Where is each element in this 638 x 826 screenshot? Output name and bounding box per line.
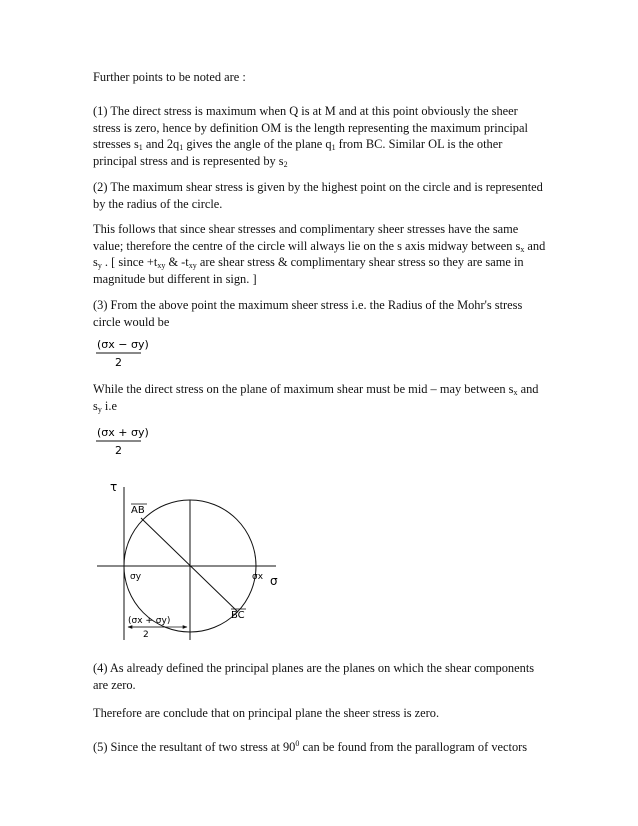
point-5-text-a: (5) Since the resultant of two stress at 90 (93, 740, 296, 754)
subscript: xy (188, 261, 197, 270)
point-3-paragraph: (3) From the above point the maximum sheer stress i.e. the Radius of the Mohr's stress circle would be (93, 298, 523, 329)
bc-label: BC (231, 610, 245, 621)
point-2-paragraph: (2) The maximum shear stress is given by the highest point on the circle and is represented by the radius of the circle. (93, 180, 543, 211)
ab-label: AB (131, 505, 145, 516)
sigma-x-label: σx (252, 572, 264, 582)
explanation-text-a: This follows that since shear stresses and complimentary sheer stresses have the same value; therefore the centre of the circle will always lie on the s axis midway between s (93, 222, 521, 253)
subscript: xy (157, 261, 166, 270)
midpoint-text-c: i.e (101, 398, 117, 413)
point-1-text-b: and 2q (142, 137, 180, 151)
point-5-paragraph (93, 739, 548, 756)
point-1-text-d: from BC. Similar OL is the other principal stress and is represented by s (93, 137, 503, 168)
explanation-text-c: . [ since +t (101, 255, 158, 269)
subscript: y (97, 261, 102, 270)
explanation-text-b: and s (93, 238, 546, 269)
point-1-text-c: gives the angle of the plane q (183, 137, 332, 151)
superscript: 0 (295, 739, 300, 748)
formula-denominator: 2 (115, 356, 122, 369)
point-4-paragraph: (4) As already defined the principal planes are the planes on which the shear components are zero. (93, 661, 535, 692)
sigma-y-label: σy (130, 572, 142, 582)
subscript: 1 (179, 143, 184, 152)
subscript: 1 (331, 143, 336, 152)
subscript: y (97, 404, 102, 414)
point-1-text-a: (1) The direct stress is maximum when Q is at M and at this point obviously the sheer stress is zero, hence by definition OM is the length representing the maximum principal stresses s (93, 104, 528, 151)
sigma-axis-label: σ (270, 574, 278, 588)
explanation-text-e: are shear stress & complimentary shear stress so they are same in magnitude but different in sign. ] (93, 255, 524, 286)
formula-denominator: 2 (115, 444, 122, 457)
subscript: x (513, 388, 518, 397)
explanation-text-d: & -t (165, 255, 189, 269)
dimension-denominator: 2 (143, 630, 149, 640)
subscript: x (520, 244, 525, 254)
conclusion-paragraph: Therefore are conclude that on principal plane the sheer stress is zero. (93, 706, 440, 720)
formula-numerator: (σx − σy) (97, 338, 149, 351)
dimension-numerator: (σx + σy) (128, 616, 171, 626)
point-5-text-b: can be found from the parallogram of vectors (299, 740, 528, 754)
tau-axis-label: τ (110, 480, 118, 494)
subscript: 1 (138, 143, 143, 152)
intro-heading: Further points to be noted are : (93, 70, 246, 84)
midpoint-text-a: While the direct stress on the plane of maximum shear must be mid – may between s (93, 382, 514, 396)
subscript: 2 (283, 159, 288, 169)
midpoint-text-b: and s (93, 382, 539, 413)
formula-numerator: (σx + σy) (97, 426, 149, 439)
